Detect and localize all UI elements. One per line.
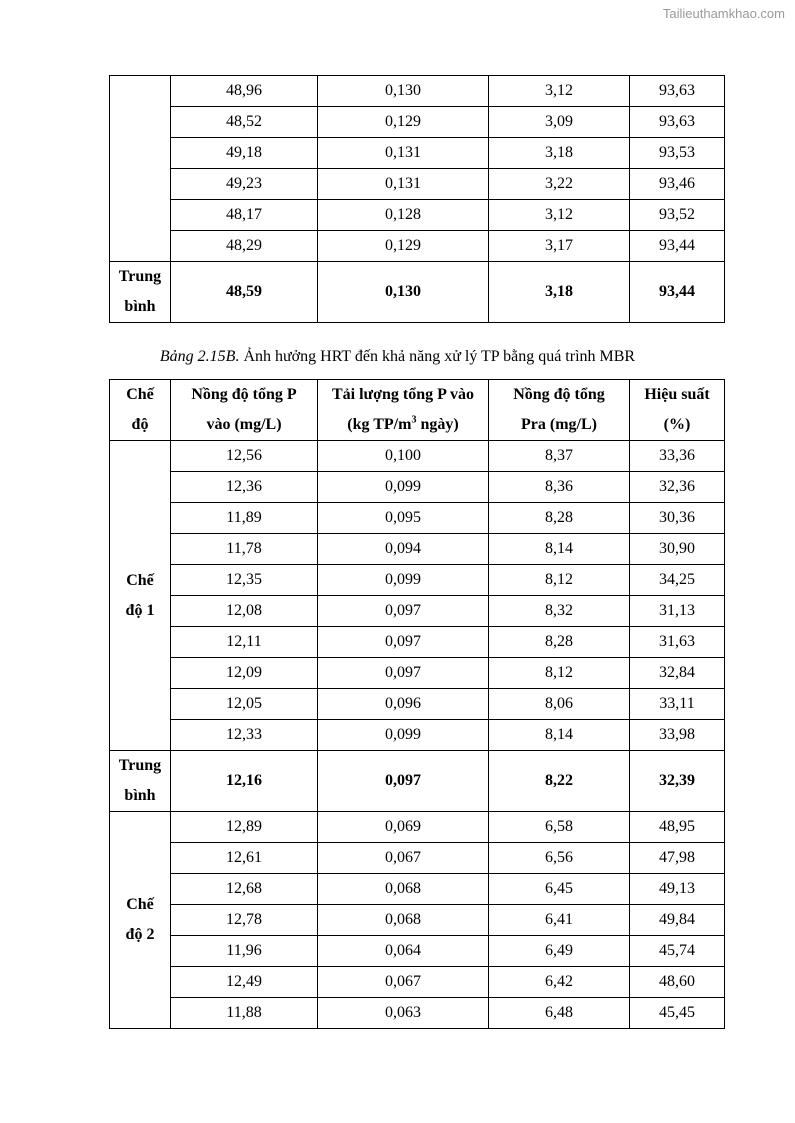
cell: 31,13 (630, 596, 725, 627)
header-line: Tải lượng tổng P vào (331, 386, 475, 403)
cell: 45,74 (630, 936, 725, 967)
cell: 0,097 (318, 627, 489, 658)
cell: 8,28 (489, 627, 630, 658)
header-efficiency (630, 380, 725, 441)
mode-1-label (110, 441, 171, 751)
table-row (110, 565, 725, 596)
cell: 0,100 (318, 441, 489, 472)
cell: 12,11 (171, 627, 318, 658)
table-row (110, 967, 725, 998)
average-cell: 32,39 (630, 751, 725, 812)
cell: 0,094 (318, 534, 489, 565)
cell: 8,36 (489, 472, 630, 503)
cell: 12,35 (171, 565, 318, 596)
cell: 0,067 (318, 967, 489, 998)
mode-label-line: độ 1 (125, 601, 155, 619)
cell: 12,08 (171, 596, 318, 627)
cell: 32,84 (630, 658, 725, 689)
table-row (110, 874, 725, 905)
cell: 33,36 (630, 441, 725, 472)
cell: 6,45 (489, 874, 630, 905)
header-row (110, 380, 725, 441)
cell: 12,78 (171, 905, 318, 936)
table-header (110, 380, 725, 441)
cell: 48,17 (171, 200, 318, 231)
table-row (110, 627, 725, 658)
table-row (110, 720, 725, 751)
cell: 11,78 (171, 534, 318, 565)
header-load (318, 380, 489, 441)
table-row (110, 503, 725, 534)
cell: 45,45 (630, 998, 725, 1029)
table-row (110, 658, 725, 689)
cell: 93,46 (630, 169, 725, 200)
cell: 0,097 (318, 658, 489, 689)
header-output-conc (489, 380, 630, 441)
cell: 0,099 (318, 720, 489, 751)
average-label (110, 262, 171, 323)
cell: 3,09 (489, 107, 630, 138)
cell: 12,36 (171, 472, 318, 503)
average-label-line: bình (124, 787, 156, 804)
table-row (110, 689, 725, 720)
cell: 33,11 (630, 689, 725, 720)
header-part: ngày) (416, 416, 459, 433)
header-line: Hiệu suất (644, 386, 710, 403)
table-row (110, 107, 725, 138)
cell: 8,32 (489, 596, 630, 627)
cell: 0,069 (318, 812, 489, 843)
header-line: (%) (663, 416, 691, 433)
cell: 12,89 (171, 812, 318, 843)
table-continuation (109, 75, 725, 323)
cell: 31,63 (630, 627, 725, 658)
table-caption (0, 348, 795, 366)
caption-text: Ảnh hưởng HRT đến khả năng xử lý TP bằng quá trình MBR (239, 348, 636, 365)
cell: 0,095 (318, 503, 489, 534)
cell: 3,12 (489, 200, 630, 231)
cell: 6,58 (489, 812, 630, 843)
cell: 0,096 (318, 689, 489, 720)
header-mode (110, 380, 171, 441)
cell: 12,33 (171, 720, 318, 751)
table-row (110, 936, 725, 967)
cell: 8,06 (489, 689, 630, 720)
header-line: Pra (mg/L) (521, 416, 597, 433)
table-row (110, 76, 725, 107)
average-label-line: Trung (118, 268, 162, 285)
table-row (110, 998, 725, 1029)
average-cell: 12,16 (171, 751, 318, 812)
cell: 93,44 (630, 231, 725, 262)
average-cell: 3,18 (489, 262, 630, 323)
cell: 49,23 (171, 169, 318, 200)
cell: 93,52 (630, 200, 725, 231)
table-row (110, 472, 725, 503)
table-row (110, 441, 725, 472)
cell: 0,064 (318, 936, 489, 967)
table-row (110, 138, 725, 169)
mode-label-line: độ 2 (125, 926, 155, 943)
table-row (110, 812, 725, 843)
cell: 8,12 (489, 658, 630, 689)
cell: 12,09 (171, 658, 318, 689)
average-label (110, 751, 171, 812)
table-row (110, 534, 725, 565)
cell: 47,98 (630, 843, 725, 874)
cell: 34,25 (630, 565, 725, 596)
cell: 0,063 (318, 998, 489, 1029)
cell: 0,068 (318, 874, 489, 905)
cell: 8,14 (489, 534, 630, 565)
cell: 12,56 (171, 441, 318, 472)
average-label-line: Trung (118, 757, 162, 774)
cell: 6,56 (489, 843, 630, 874)
cell: 11,96 (171, 936, 318, 967)
header-part: (kg TP/m (347, 416, 412, 433)
header-line (318, 410, 488, 440)
group-cell (110, 76, 171, 262)
table-2-15b (109, 379, 725, 1029)
cell: 49,13 (630, 874, 725, 905)
mode-2-label (110, 812, 171, 1029)
header-line: Nồng độ tổng P (191, 386, 297, 403)
cell: 8,12 (489, 565, 630, 596)
cell: 3,18 (489, 138, 630, 169)
cell: 49,84 (630, 905, 725, 936)
cell: 8,37 (489, 441, 630, 472)
cell: 6,48 (489, 998, 630, 1029)
table-row (110, 905, 725, 936)
average-cell: 0,130 (318, 262, 489, 323)
cell: 8,28 (489, 503, 630, 534)
cell: 30,36 (630, 503, 725, 534)
caption-label: Bảng 2.15B. (159, 348, 240, 365)
average-cell: 0,097 (318, 751, 489, 812)
cell: 0,099 (318, 565, 489, 596)
cell: 48,95 (630, 812, 725, 843)
cell: 48,29 (171, 231, 318, 262)
watermark: Tailieuthamkhao.com (662, 6, 785, 21)
cell: 3,17 (489, 231, 630, 262)
cell: 33,98 (630, 720, 725, 751)
mode-label-line: Chế (126, 896, 154, 913)
header-line: Chế (126, 386, 154, 403)
header-line: vào (mg/L) (206, 416, 282, 433)
cell: 93,53 (630, 138, 725, 169)
cell: 6,41 (489, 905, 630, 936)
cell: 12,68 (171, 874, 318, 905)
cell: 0,068 (318, 905, 489, 936)
cell: 0,097 (318, 596, 489, 627)
cell: 32,36 (630, 472, 725, 503)
table-body (110, 76, 725, 323)
average-cell: 93,44 (630, 262, 725, 323)
mode-label-line: Chế (126, 571, 154, 589)
table-body (110, 441, 725, 1029)
header-input-conc (171, 380, 318, 441)
header-line: Nồng độ tổng (513, 386, 605, 403)
cell: 93,63 (630, 76, 725, 107)
cell: 6,42 (489, 967, 630, 998)
header-line: độ (131, 416, 149, 433)
average-row (110, 751, 725, 812)
table-row (110, 169, 725, 200)
cell: 93,63 (630, 107, 725, 138)
cell: 48,96 (171, 76, 318, 107)
cell: 0,099 (318, 472, 489, 503)
average-cell: 48,59 (171, 262, 318, 323)
cell: 12,61 (171, 843, 318, 874)
cell: 3,22 (489, 169, 630, 200)
table-row (110, 843, 725, 874)
cell: 6,49 (489, 936, 630, 967)
cell: 48,60 (630, 967, 725, 998)
cell: 3,12 (489, 76, 630, 107)
table-row (110, 231, 725, 262)
cell: 0,130 (318, 76, 489, 107)
cell: 0,129 (318, 231, 489, 262)
average-cell: 8,22 (489, 751, 630, 812)
header-superscript: 3 (411, 414, 417, 426)
cell: 0,131 (318, 138, 489, 169)
cell: 0,129 (318, 107, 489, 138)
cell: 0,067 (318, 843, 489, 874)
table-row (110, 200, 725, 231)
cell: 49,18 (171, 138, 318, 169)
cell: 0,128 (318, 200, 489, 231)
average-label-line: bình (124, 298, 156, 315)
table-row (110, 596, 725, 627)
cell: 12,49 (171, 967, 318, 998)
cell: 30,90 (630, 534, 725, 565)
cell: 12,05 (171, 689, 318, 720)
cell: 48,52 (171, 107, 318, 138)
cell: 0,131 (318, 169, 489, 200)
average-row (110, 262, 725, 323)
cell: 8,14 (489, 720, 630, 751)
cell: 11,88 (171, 998, 318, 1029)
cell: 11,89 (171, 503, 318, 534)
